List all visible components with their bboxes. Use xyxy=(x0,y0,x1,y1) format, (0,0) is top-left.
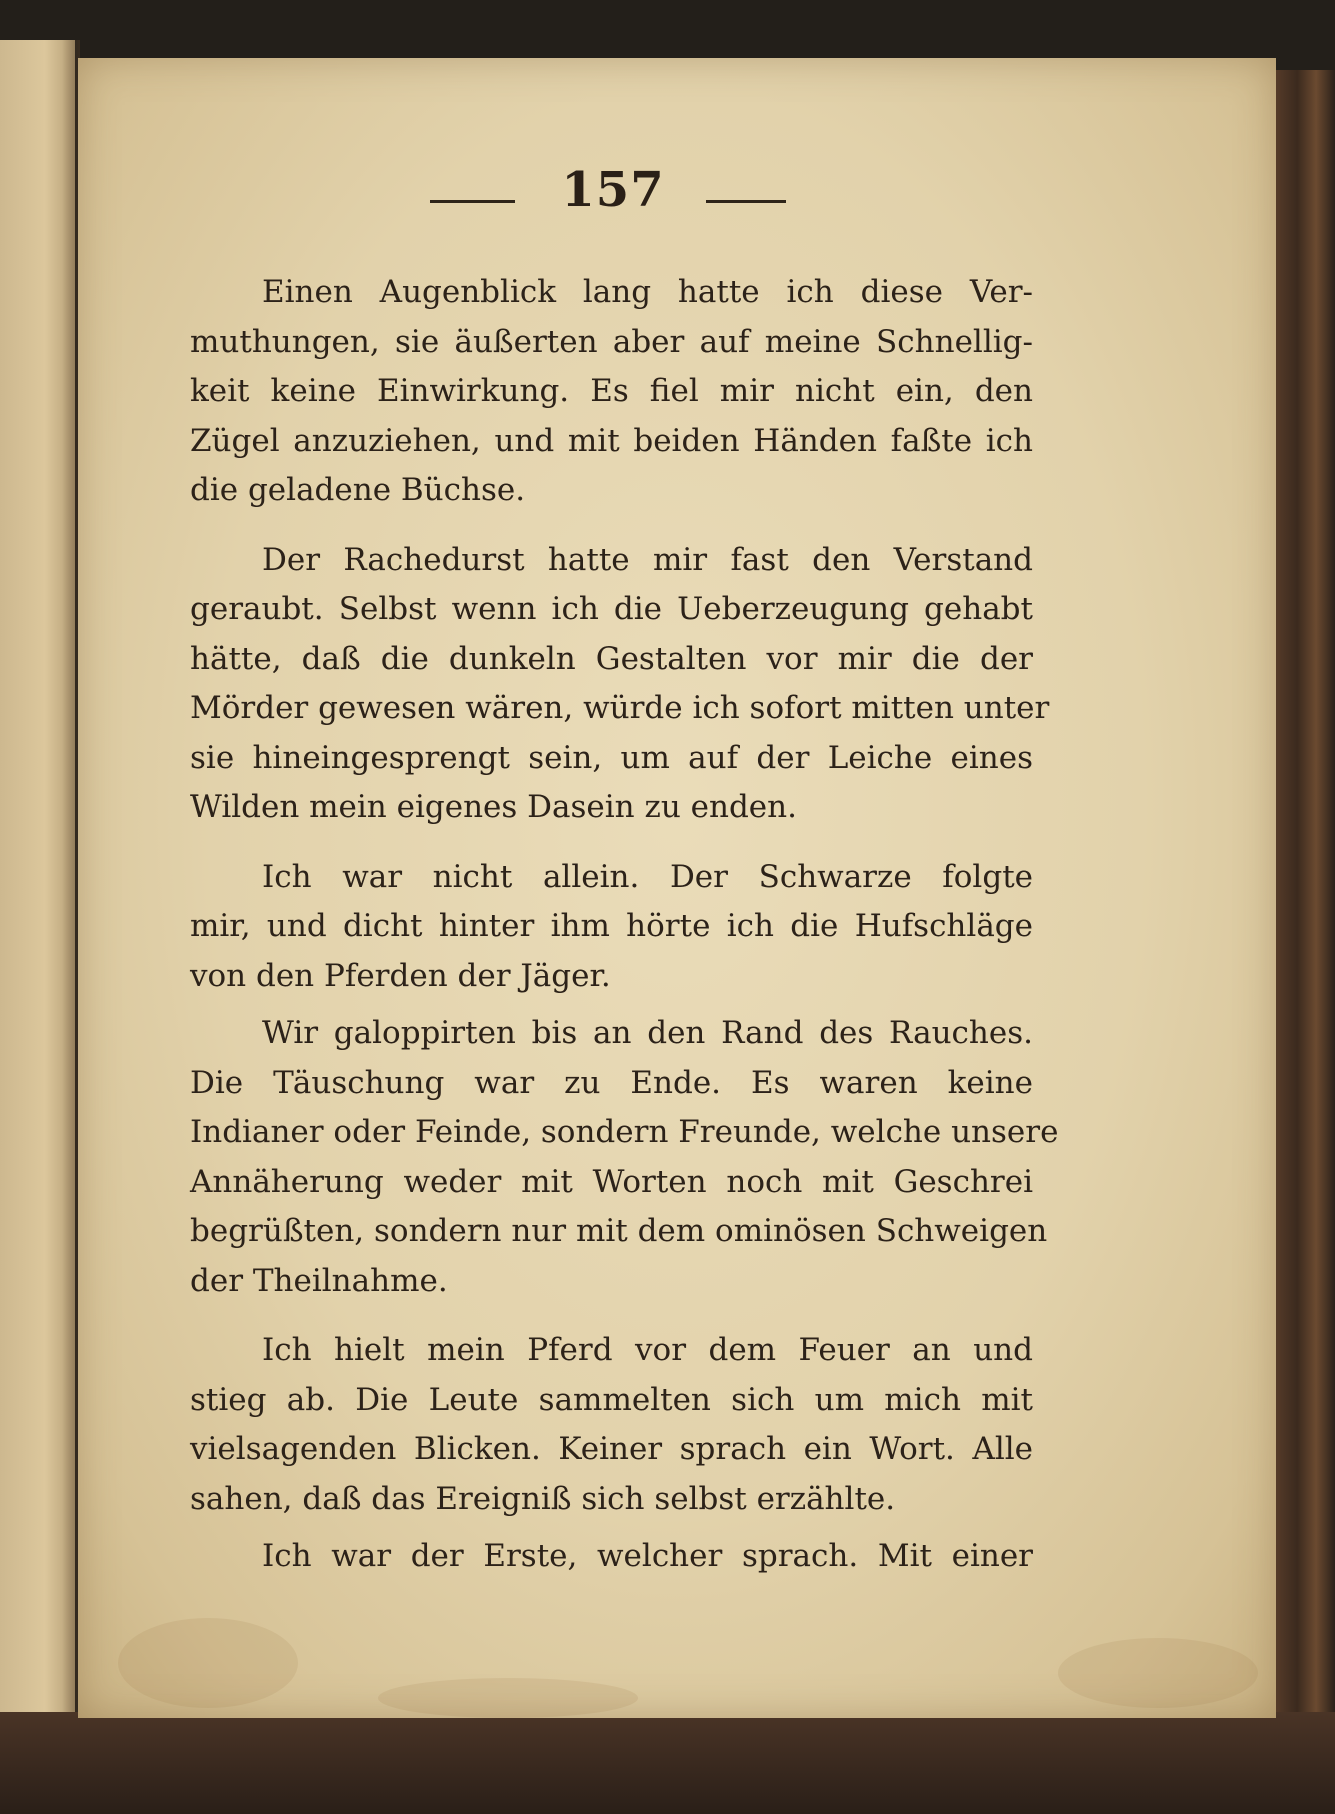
page-number: 157 xyxy=(561,162,665,218)
text-line: Indianer oder Feinde, sondern Freunde, welche unsere xyxy=(190,1114,1059,1150)
text-line: Wir galoppirten bis an den Rand des Rauches. xyxy=(262,1015,1033,1051)
text-line: Einen Augenblick lang hatte ich diese Ver- xyxy=(262,274,1033,310)
paragraph-1 xyxy=(190,268,1033,516)
text-line: von den Pferden der Jäger. xyxy=(190,957,611,994)
text-line: sahen, daß das Ereigniß sich selbst erzählte. xyxy=(190,1480,896,1517)
book-bottom-edge xyxy=(0,1712,1335,1814)
text-line: der Theilnahme. xyxy=(190,1262,448,1299)
text-line: Zügel anzuziehen, und mit beiden Händen faßte ich xyxy=(190,422,1033,459)
header-rule-right xyxy=(706,200,786,203)
text-line: Ich war der Erste, welcher sprach. Mit einer xyxy=(262,1538,1033,1574)
paragraph-5 xyxy=(190,1326,1033,1524)
header-rule-left xyxy=(430,200,515,203)
text-line: geraubt. Selbst wenn ich die Ueberzeugung gehabt xyxy=(190,591,1033,627)
paragraph-2 xyxy=(190,536,1050,833)
page-stain xyxy=(378,1678,638,1718)
text-line: die geladene Büchse. xyxy=(190,472,526,508)
text-line: Ich hielt mein Pferd vor dem Feuer an und xyxy=(262,1332,1033,1368)
text-line: hätte, daß die dunkeln Gestalten vor mir die der xyxy=(190,640,1033,677)
paragraph-3 xyxy=(190,853,1033,1002)
text-line: keit keine Einwirkung. Es fiel mir nicht ein, den xyxy=(190,373,1033,409)
text-line: Die Täuschung war zu Ende. Es waren keine xyxy=(190,1064,1033,1101)
text-line: begrüßten, sondern nur mit dem ominösen Schweigen xyxy=(190,1213,1048,1249)
page-header xyxy=(78,162,1276,242)
text-line: Der Rachedurst hatte mir fast den Verstand xyxy=(262,541,1033,578)
text-line: muthungen, sie äußerten aber auf meine Schnellig- xyxy=(190,323,1033,360)
text-line: Mörder gewesen wären, würde ich sofort mitten unter xyxy=(190,690,1050,726)
text-line: sie hineingesprengt sein, um auf der Leiche eines xyxy=(190,739,1033,776)
book-page xyxy=(78,58,1276,1718)
paragraph-4 xyxy=(190,1009,1059,1306)
text-line: Ich war nicht allein. Der Schwarze folgte xyxy=(262,858,1033,895)
text-line: Annäherung weder mit Worten noch mit Geschrei xyxy=(190,1163,1033,1200)
page-stain xyxy=(1058,1638,1258,1708)
body-text xyxy=(190,268,1059,1602)
book-cover-edge xyxy=(1272,70,1335,1814)
text-line: vielsagenden Blicken. Keiner sprach ein Wort. Alle xyxy=(190,1431,1033,1467)
text-line: mir, und dicht hinter ihm hörte ich die Hufschläge xyxy=(190,908,1033,944)
paragraph-6 xyxy=(190,1532,1033,1582)
text-line: stieg ab. Die Leute sammelten sich um mich mit xyxy=(190,1381,1033,1418)
page-stain xyxy=(118,1618,298,1708)
text-line: Wilden mein eigenes Dasein zu enden. xyxy=(190,789,797,825)
